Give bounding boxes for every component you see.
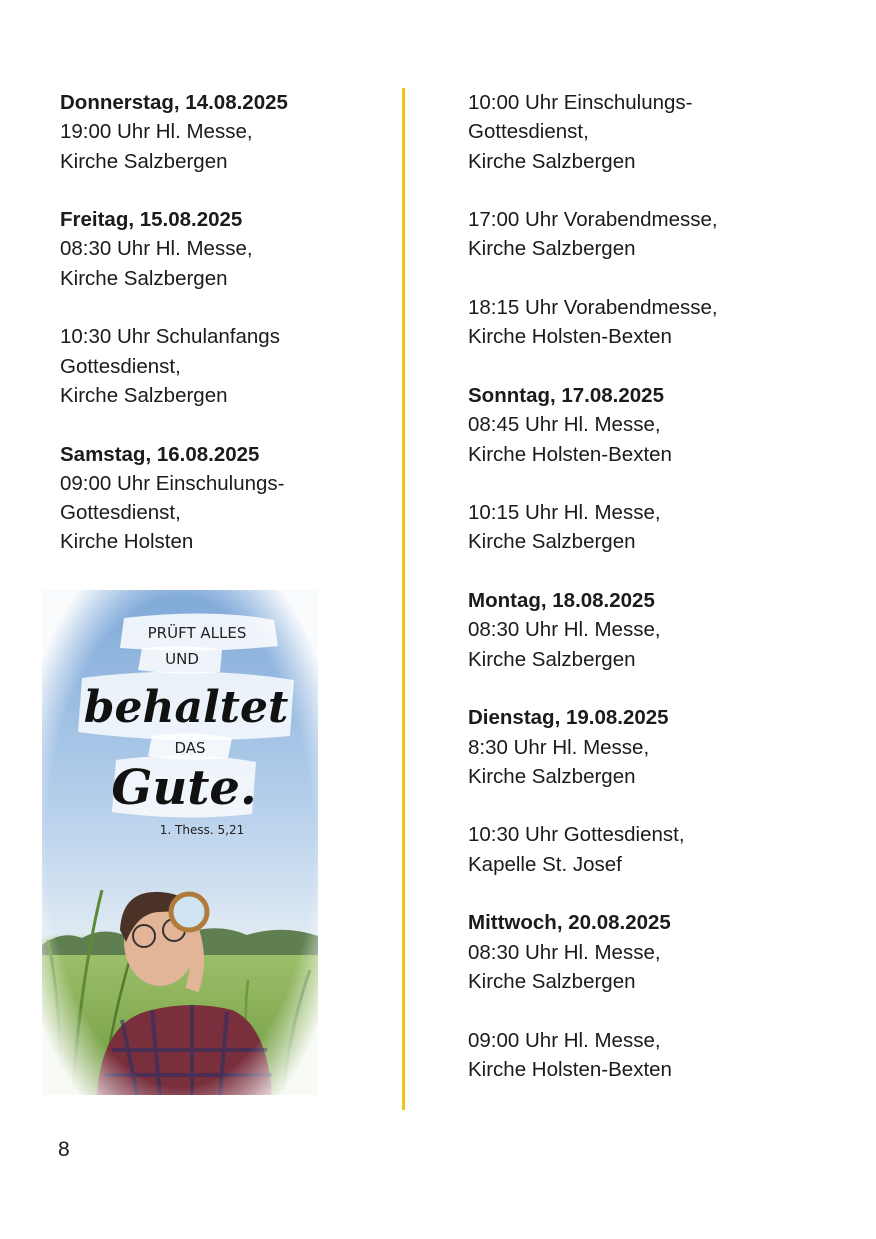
entry-line: Kirche Holsten-Bexten <box>468 325 672 349</box>
schedule-entry <box>468 205 848 264</box>
bible-verse-image <box>42 590 318 1095</box>
entry-line: Gottesdienst, <box>468 120 589 144</box>
schedule-entry <box>468 586 848 674</box>
schedule-entry <box>60 205 380 293</box>
page-number: 8 <box>58 1138 70 1161</box>
entry-line: Kirche Salzbergen <box>468 237 636 261</box>
entry-line: Kirche Salzbergen <box>60 149 228 173</box>
entry-line: 08:30 Uhr Hl. Messe, <box>468 940 661 964</box>
verse-illustration <box>42 590 318 1095</box>
entry-line: Kirche Salzbergen <box>468 647 636 671</box>
schedule-entry <box>60 88 380 176</box>
schedule-entry <box>468 1026 848 1085</box>
entry-line: Kirche Holsten <box>60 530 194 554</box>
schedule-entry <box>468 381 848 469</box>
entry-line: Kirche Salzbergen <box>468 764 636 788</box>
entry-day-heading: Montag, 18.08.2025 <box>468 589 655 613</box>
entry-line: 08:30 Uhr Hl. Messe, <box>468 618 661 642</box>
entry-line: 08:45 Uhr Hl. Messe, <box>468 413 661 437</box>
entry-day-heading: Freitag, 15.08.2025 <box>60 208 243 232</box>
schedule-entry <box>60 322 380 410</box>
entry-line: 17:00 Uhr Vorabendmesse, <box>468 208 718 232</box>
schedule-entry <box>468 498 848 557</box>
entry-line: 08:30 Uhr Hl. Messe, <box>60 237 253 261</box>
entry-line: Gottesdienst, <box>60 354 181 378</box>
entry-line: Kirche Salzbergen <box>60 383 228 407</box>
column-divider <box>402 88 405 1110</box>
schedule-entry <box>468 88 848 176</box>
entry-line: 8:30 Uhr Hl. Messe, <box>468 735 650 759</box>
entry-day-heading: Donnerstag, 14.08.2025 <box>60 91 288 114</box>
entry-day-heading: Mittwoch, 20.08.2025 <box>468 911 671 935</box>
entry-line: Kirche Holsten-Bexten <box>468 1057 672 1081</box>
schedule-column-left <box>60 88 380 586</box>
entry-line: 19:00 Uhr Hl. Messe, <box>60 120 253 144</box>
entry-line: 10:00 Uhr Einschulungs- <box>468 91 693 114</box>
entry-day-heading: Dienstag, 19.08.2025 <box>468 706 669 730</box>
schedule-entry <box>468 293 848 352</box>
entry-line: Kirche Holsten-Bexten <box>468 442 672 466</box>
entry-line: 10:30 Uhr Gottesdienst, <box>468 823 685 847</box>
entry-line: 10:15 Uhr Hl. Messe, <box>468 501 661 525</box>
entry-line: 18:15 Uhr Vorabendmesse, <box>468 296 718 320</box>
entry-line: 10:30 Uhr Schulanfangs <box>60 325 280 349</box>
entry-day-heading: Samstag, 16.08.2025 <box>60 442 260 466</box>
entry-line: Kapelle St. Josef <box>468 852 622 876</box>
entry-line: Kirche Salzbergen <box>468 530 636 554</box>
entry-day-heading: Sonntag, 17.08.2025 <box>468 383 664 407</box>
entry-line: 09:00 Uhr Hl. Messe, <box>468 1028 661 1052</box>
entry-line: Kirche Salzbergen <box>60 266 228 290</box>
schedule-entry <box>468 908 848 996</box>
schedule-entry <box>60 440 380 557</box>
entry-line: Gottesdienst, <box>60 501 181 525</box>
schedule-entry <box>468 820 848 879</box>
entry-line: 09:00 Uhr Einschulungs- <box>60 471 285 495</box>
entry-line: Kirche Salzbergen <box>468 149 636 173</box>
schedule-entry <box>468 703 848 791</box>
schedule-column-right <box>468 88 848 1113</box>
entry-line: Kirche Salzbergen <box>468 969 636 993</box>
